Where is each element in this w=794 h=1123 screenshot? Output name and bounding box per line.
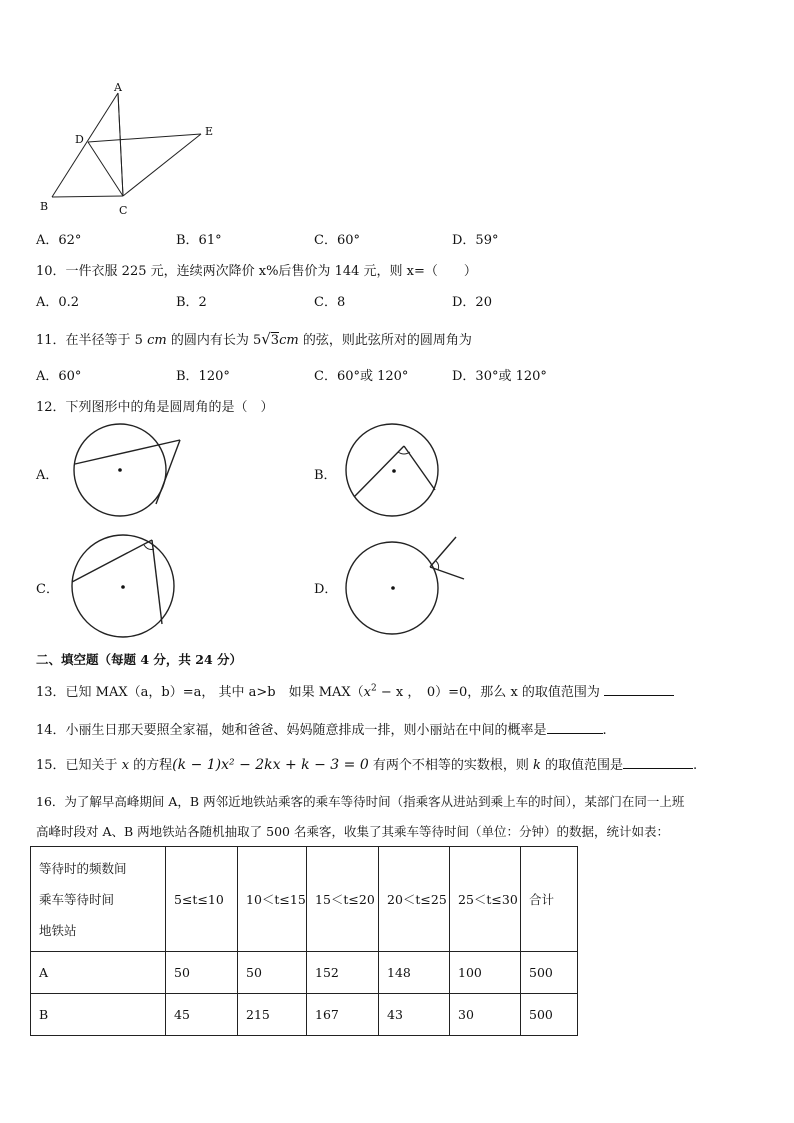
column-header: 10＜t≤15 [238,847,307,952]
station-cell: B [31,994,166,1036]
header-line: 地铁站 [39,922,77,938]
q11-prefix: 11．在半径等于 5 [36,333,148,348]
q11-option-a: A．60° [36,369,82,384]
q9-option-c: C．60° [314,233,360,248]
q16-line1: 16．为了解早高峰期间 A，B 两邻近地铁站乘客的乘车等待时间（指乘客从进站到乘上车的时间），某部门在同一上班 [36,794,685,809]
q13-prefix: 13．已知 MAX（a，b）=a， 其中 a>b 如果 MAX（ [36,685,364,700]
q12-option-b-label: B． [314,468,337,483]
column-header: 5≤t≤10 [166,847,238,952]
circle-figure-b [342,418,452,528]
table-cell: 215 [238,994,307,1036]
q10-option-a: A．0.2 [36,295,80,310]
q11-text [36,329,472,348]
q11-option-c: C．60°或 120° [314,369,409,384]
table-cell: 100 [450,952,521,994]
point-label-c: C [119,204,128,217]
q15-var-k: k [533,758,541,773]
table-cell: 43 [379,994,450,1036]
table-header-row [31,847,578,952]
q10-option-d: D．20 [452,295,492,310]
table-cell: 500 [521,952,578,994]
q11-unit-cm-2: cm [279,333,299,348]
table-cell: 500 [521,994,578,1036]
q14-body: 14．小丽生日那天要照全家福，她和爸爸、妈妈随意排成一排，则小丽站在中间的概率是 [36,723,547,738]
q15-answer-blank[interactable] [623,756,693,769]
q13-rest: − x ， 0）=0，那么 x 的取值范围为 [376,685,600,700]
q16-line2: 高峰时段对 A、B 两地铁站各随机抽取了 500 名乘客，收集了其乘车等待时间（单位：分钟）的数据，统计如表： [36,824,669,839]
q11-option-d: D．30°或 120° [452,369,547,384]
q13-x: x [363,685,372,700]
q9-option-b: B．61° [176,233,222,248]
q9-option-a: A．62° [36,233,82,248]
q13-exponent: 2 [371,683,377,694]
table-cell: 50 [238,952,307,994]
q12-option-a-label: A． [36,468,59,483]
circle-figure-c [68,532,188,642]
q11-unit-cm: cm [147,333,167,348]
q12-text: 12．下列图形中的角是圆周角的是（ ） [36,400,274,415]
table-cell: 30 [450,994,521,1036]
q15-suffix1: 有两个不相等的实数根，则 [368,758,533,773]
q15-suffix2: 的取值范围是 [540,758,624,773]
q15-var-x: x [121,758,130,773]
circle-figure-a [70,418,200,528]
section-title: 二、填空题（每题 4 分，共 24 分） [36,652,243,667]
q11-option-b: B．120° [176,369,230,384]
q10-text: 10．一件衣服 225 元，连续两次降价 x%后售价为 144 元，则 x=（ ） [36,264,477,279]
table-cell: 50 [166,952,238,994]
table-row [31,952,578,994]
q14-end: . [602,723,607,738]
q13-text [36,681,674,700]
table-cell: 167 [307,994,379,1036]
table-row [31,994,578,1036]
q15-text [36,754,697,773]
q13-answer-blank[interactable] [604,683,674,696]
q15-prefix: 15．已知关于 [36,758,122,773]
column-header: 20＜t≤25 [379,847,450,952]
q11-suffix: 的弦，则此弦所对的圆周角为 [298,333,472,348]
circle-figure-d [342,532,482,642]
table-cell: 148 [379,952,450,994]
point-label-a: A [114,81,122,94]
q12-option-c-label: C． [36,582,59,597]
table-cell: 45 [166,994,238,1036]
q14-answer-blank[interactable] [547,721,603,734]
q15-mid: 的方程 [129,758,173,773]
column-header: 15＜t≤20 [307,847,379,952]
q15-equation: (k − 1)x² − 2kx + k − 3 = 0 [172,757,369,773]
point-label-e: E [205,125,214,138]
geometry-figure-q9 [0,0,794,230]
waiting-time-table [30,846,578,1036]
column-header: 25＜t≤30 [450,847,521,952]
sqrt-symbol: √ [261,330,271,348]
header-line: 乘车等待时间 [39,891,115,907]
q9-option-d: D．59° [452,233,499,248]
point-label-b: B [40,200,49,213]
table-corner-header [31,847,166,952]
point-label-d: D [75,133,84,146]
q10-option-c: C．8 [314,295,346,310]
q10-option-b: B．2 [176,295,207,310]
q12-option-d-label: D． [314,582,338,597]
q11-middle: 的圆内有长为 5 [166,333,262,348]
header-line: 等待时的频数间 [39,860,127,876]
q15-end: . [693,758,698,773]
q11-sqrt-value: 3 [270,333,280,348]
station-cell: A [31,952,166,994]
table-cell: 152 [307,952,379,994]
q14-text [36,719,607,738]
column-header: 合计 [521,847,578,952]
